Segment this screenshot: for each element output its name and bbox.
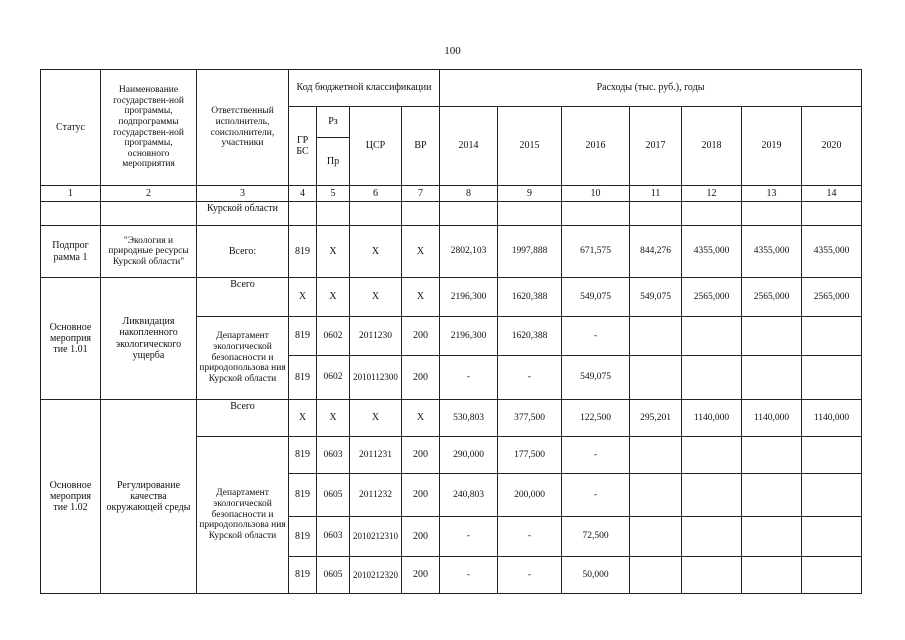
value-cell: 844,276: [630, 226, 682, 278]
executor-cell: Всего:: [197, 226, 289, 278]
header-year: 2016: [562, 107, 630, 186]
executor-continuation: Курской области: [197, 202, 289, 226]
value-cell: 1140,000: [802, 400, 862, 437]
grbs-cell: 819: [289, 356, 317, 400]
page-number: 100: [444, 45, 461, 57]
vr-cell: 200: [402, 356, 440, 400]
header-year: 2019: [742, 107, 802, 186]
vr-cell: 200: [402, 317, 440, 356]
column-number: 6: [350, 186, 402, 202]
grbs-cell: 819: [289, 557, 317, 594]
status-cell: Основное мероприя тие 1.02: [41, 400, 101, 594]
column-number: 8: [440, 186, 498, 202]
header-row-1: [41, 70, 862, 107]
value-cell: -: [498, 356, 562, 400]
value-cell: 2802,103: [440, 226, 498, 278]
executor-cell: Департамент экологической безопасности и природопользова ния Курской области: [197, 317, 289, 400]
continuation-row: [41, 202, 862, 226]
column-number: 5: [317, 186, 350, 202]
value-cell: 4355,000: [682, 226, 742, 278]
header-year: 2018: [682, 107, 742, 186]
value-cell: -: [498, 517, 562, 557]
grbs-cell: 819: [289, 437, 317, 474]
column-number: 3: [197, 186, 289, 202]
header-rz: Рз: [317, 107, 350, 138]
vr-cell: X: [402, 226, 440, 278]
rz-cell: 0603: [317, 517, 350, 557]
header-vr: ВР: [402, 107, 440, 186]
subprogram-row: [41, 226, 862, 278]
header-executor: Ответственный исполнитель, соисполнители, участники: [197, 70, 289, 186]
rz-cell: 0603: [317, 437, 350, 474]
vr-cell: 200: [402, 474, 440, 517]
value-cell: -: [440, 356, 498, 400]
column-number: 4: [289, 186, 317, 202]
header-year: 2015: [498, 107, 562, 186]
header-year: 2017: [630, 107, 682, 186]
vr-cell: 200: [402, 557, 440, 594]
csr-cell: 2010212310: [350, 517, 402, 557]
measure-total-row: [41, 400, 862, 437]
column-number: 9: [498, 186, 562, 202]
csr-cell: 2010112300: [350, 356, 402, 400]
grbs-cell: X: [289, 278, 317, 317]
value-cell: 671,575: [562, 226, 630, 278]
value-cell: 2196,300: [440, 278, 498, 317]
executor-cell: Департамент экологической безопасности и природопользова ния Курской области: [197, 437, 289, 594]
value-cell: 50,000: [562, 557, 630, 594]
budget-table: [40, 69, 862, 594]
value-cell: -: [440, 517, 498, 557]
csr-cell: 2011230: [350, 317, 402, 356]
value-cell: 1140,000: [742, 400, 802, 437]
value-cell: 177,500: [498, 437, 562, 474]
column-number: 14: [802, 186, 862, 202]
column-number: 10: [562, 186, 630, 202]
value-cell: 290,000: [440, 437, 498, 474]
vr-cell: 200: [402, 437, 440, 474]
value-cell: 4355,000: [742, 226, 802, 278]
vr-cell: 200: [402, 517, 440, 557]
grbs-cell: 819: [289, 226, 317, 278]
rz-cell: 0602: [317, 356, 350, 400]
status-cell: Основное мероприя тие 1.01: [41, 278, 101, 400]
value-cell: 530,803: [440, 400, 498, 437]
column-number: 1: [41, 186, 101, 202]
csr-cell: 2011232: [350, 474, 402, 517]
value-cell: 2196,300: [440, 317, 498, 356]
column-numbers-row: [41, 186, 862, 202]
value-cell: -: [562, 437, 630, 474]
column-number: 7: [402, 186, 440, 202]
status-cell: Подпрог рамма 1: [41, 226, 101, 278]
header-code: Код бюджетной классификации: [289, 70, 440, 107]
value-cell: 549,075: [562, 356, 630, 400]
header-expenses: Расходы (тыс. руб.), годы: [440, 70, 862, 107]
grbs-cell: 819: [289, 517, 317, 557]
value-cell: 549,075: [630, 278, 682, 317]
name-cell: "Экология и природные ресурсы Курской области": [101, 226, 197, 278]
csr-cell: X: [350, 278, 402, 317]
value-cell: 377,500: [498, 400, 562, 437]
value-cell: 2565,000: [802, 278, 862, 317]
grbs-cell: 819: [289, 474, 317, 517]
grbs-cell: X: [289, 400, 317, 437]
rz-cell: 0602: [317, 317, 350, 356]
value-cell: 122,500: [562, 400, 630, 437]
vr-cell: X: [402, 278, 440, 317]
csr-cell: 2010212320: [350, 557, 402, 594]
value-cell: -: [562, 317, 630, 356]
csr-cell: 2011231: [350, 437, 402, 474]
rz-cell: 0605: [317, 557, 350, 594]
value-cell: -: [498, 557, 562, 594]
value-cell: 2565,000: [682, 278, 742, 317]
value-cell: -: [440, 557, 498, 594]
name-cell: Регулирование качества окружающей среды: [101, 400, 197, 594]
rz-cell: X: [317, 226, 350, 278]
header-status: Статус: [41, 70, 101, 186]
executor-cell: Всего: [197, 278, 289, 317]
header-name: Наименование государствен-ной программы, подпрограммы государствен-ной программы, основного мероприятия: [101, 70, 197, 186]
csr-cell: X: [350, 400, 402, 437]
column-number: 11: [630, 186, 682, 202]
value-cell: 1140,000: [682, 400, 742, 437]
column-number: 12: [682, 186, 742, 202]
vr-cell: X: [402, 400, 440, 437]
value-cell: 1997,888: [498, 226, 562, 278]
grbs-cell: 819: [289, 317, 317, 356]
measure-total-row: [41, 278, 862, 317]
csr-cell: X: [350, 226, 402, 278]
header-year: 2014: [440, 107, 498, 186]
header-grbs: ГР БС: [289, 107, 317, 186]
header-year: 2020: [802, 107, 862, 186]
column-number: 2: [101, 186, 197, 202]
value-cell: 4355,000: [802, 226, 862, 278]
rz-cell: X: [317, 400, 350, 437]
value-cell: 2565,000: [742, 278, 802, 317]
value-cell: 1620,388: [498, 317, 562, 356]
header-pr: Пр: [317, 138, 350, 186]
value-cell: 1620,388: [498, 278, 562, 317]
rz-cell: X: [317, 278, 350, 317]
column-number: 13: [742, 186, 802, 202]
rz-cell: 0605: [317, 474, 350, 517]
executor-cell: Всего: [197, 400, 289, 437]
header-csr: ЦСР: [350, 107, 402, 186]
value-cell: 549,075: [562, 278, 630, 317]
value-cell: 240,803: [440, 474, 498, 517]
value-cell: -: [562, 474, 630, 517]
value-cell: 72,500: [562, 517, 630, 557]
value-cell: 200,000: [498, 474, 562, 517]
name-cell: Ликвидация накопленного экологического ущерба: [101, 278, 197, 400]
value-cell: 295,201: [630, 400, 682, 437]
